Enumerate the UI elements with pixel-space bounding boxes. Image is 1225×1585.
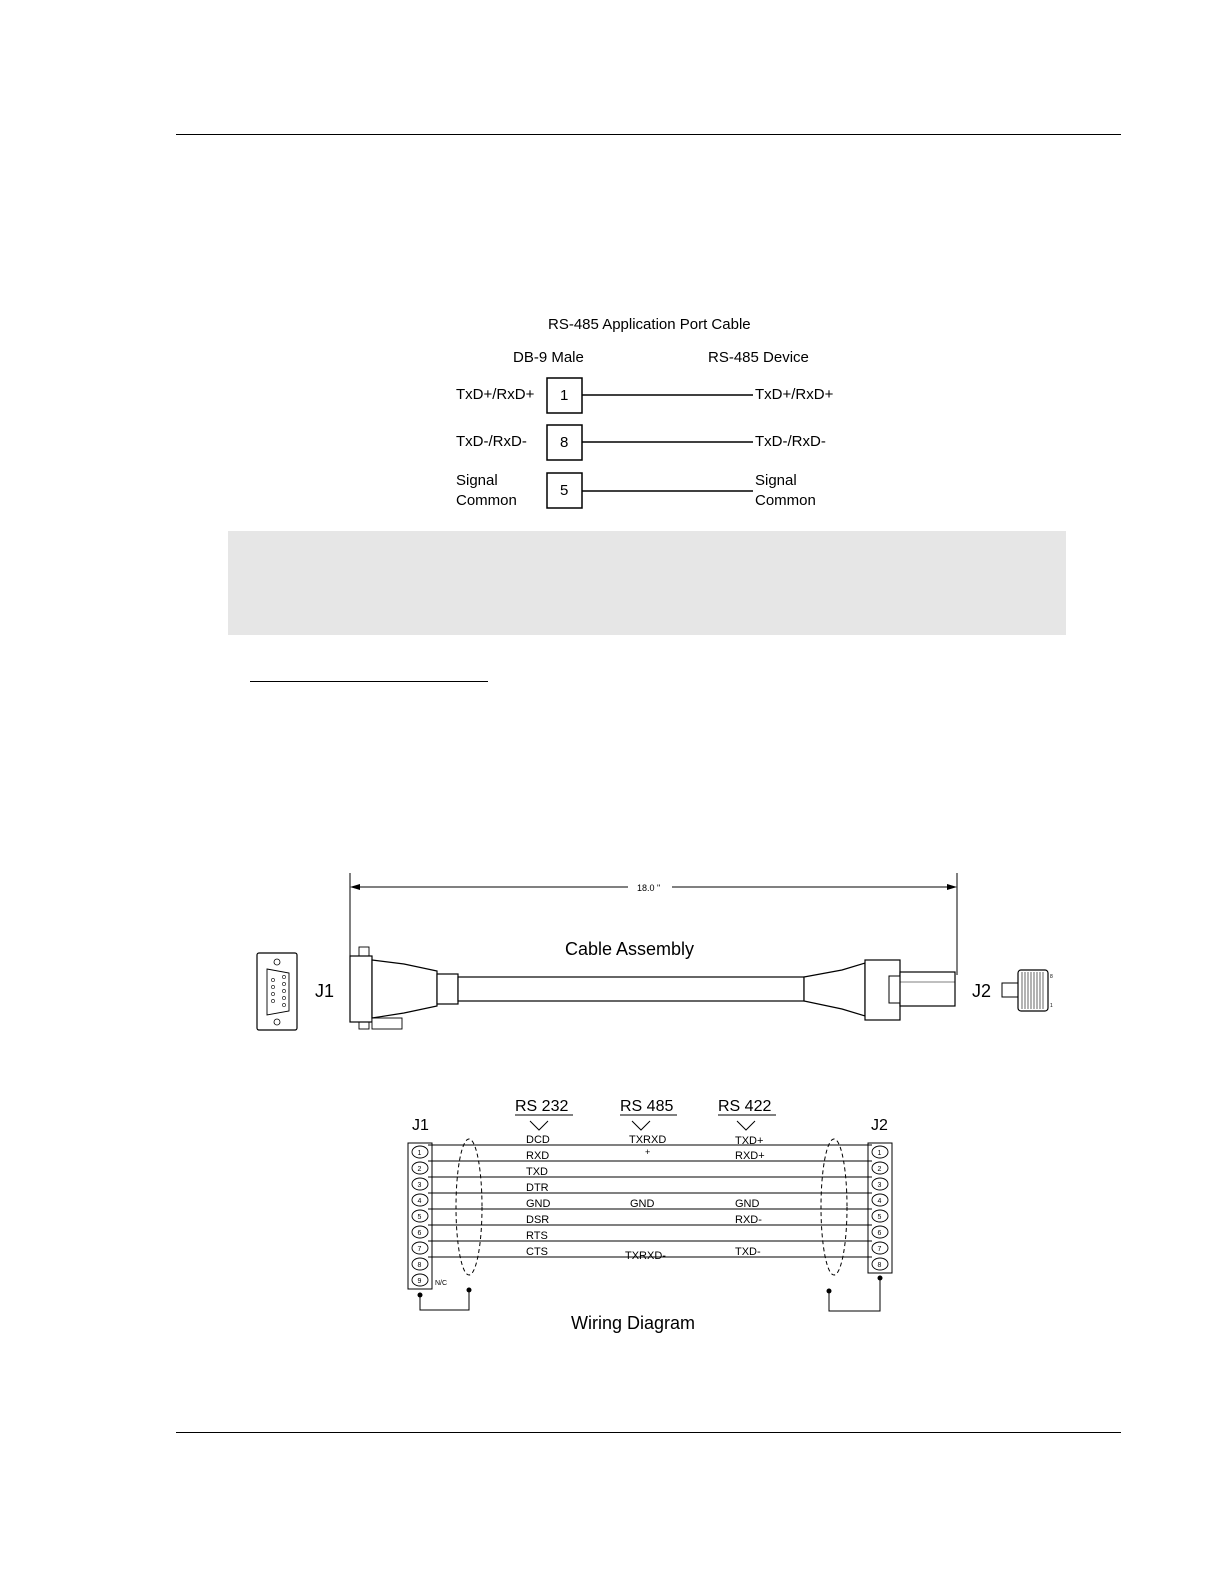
- db9-male-header: DB-9 Male: [513, 349, 584, 366]
- rs232-signal-8: CTS: [526, 1246, 548, 1258]
- dimension-label: 18.0 ": [637, 883, 661, 893]
- db9-connector-body: [350, 956, 372, 1022]
- j2-pin-number-5: 5: [877, 1214, 882, 1221]
- rs485-signal-8: TXRXD-: [625, 1250, 666, 1262]
- row3-right-label-line1: Signal: [755, 472, 797, 489]
- j2-pin-number-2: 2: [877, 1166, 882, 1173]
- rs485-port-cable-diagram: [456, 316, 834, 509]
- wiring-j1-label: J1: [412, 1117, 429, 1134]
- rj-boot: [804, 963, 865, 1016]
- rs232-signal-5: GND: [526, 1198, 551, 1210]
- j1-pin-number-8: 8: [417, 1262, 422, 1269]
- cable-jacket: [458, 977, 804, 1001]
- row1-left-label: TxD+/RxD+: [456, 386, 535, 403]
- rs485-top-label: TXRXD: [629, 1134, 667, 1146]
- rj-pin-label-top: 8: [1050, 974, 1053, 980]
- rs232-signal-2: RXD: [526, 1150, 550, 1162]
- rj-pin-label-bottom: 1: [1050, 1003, 1053, 1009]
- row2-right-label: TxD-/RxD-: [755, 433, 826, 450]
- rs485-top-label-plus: +: [645, 1147, 651, 1157]
- rs485-diagram-title: RS-485 Application Port Cable: [548, 316, 751, 333]
- header-rs485: RS 485: [620, 1098, 674, 1115]
- j2-shield: [821, 1139, 847, 1275]
- header-rs232: RS 232: [515, 1098, 569, 1115]
- j1-pin-number-5: 5: [417, 1214, 422, 1221]
- row2-left-label: TxD-/RxD-: [456, 433, 527, 450]
- j1-pin-number-1: 1: [417, 1150, 422, 1157]
- cable-j1-label: J1: [315, 981, 335, 1001]
- j1-shield: [456, 1139, 482, 1275]
- row3-left-label-line2: Common: [456, 492, 517, 509]
- rs485-pointer: [632, 1121, 650, 1130]
- rs232-signal-1: DCD: [526, 1134, 550, 1146]
- rs422-signal-2: RXD+: [735, 1150, 765, 1162]
- pin-number-1: 1: [560, 387, 569, 404]
- j2-pin-number-1: 1: [877, 1150, 882, 1157]
- cable-assembly-title: Cable Assembly: [565, 939, 695, 959]
- j1-pin-number-9: 9: [417, 1278, 422, 1285]
- j2-pin-number-4: 4: [877, 1198, 882, 1205]
- j2-pin-number-6: 6: [877, 1230, 882, 1237]
- rs485-device-header: RS-485 Device: [708, 349, 809, 366]
- pin-number-8: 8: [560, 434, 569, 451]
- cable-j2-label: J2: [972, 981, 992, 1001]
- j1-pin-number-7: 7: [417, 1246, 422, 1253]
- db9-end-view: [257, 953, 297, 1030]
- rs232-signal-3: TXD: [526, 1166, 548, 1178]
- dimension-arrow-left: [350, 884, 360, 890]
- dimension-arrow-right: [947, 884, 957, 890]
- rj-end-view: [1018, 970, 1048, 1011]
- rs232-signal-4: DTR: [526, 1182, 549, 1194]
- rs232-signal-7: RTS: [526, 1230, 548, 1242]
- rs422-signal-5: GND: [735, 1198, 760, 1210]
- wiring-diagram: [408, 1098, 892, 1333]
- j2-drain-wire: [829, 1278, 880, 1311]
- row1-right-label: TxD+/RxD+: [755, 386, 834, 403]
- j1-pin-number-4: 4: [417, 1198, 422, 1205]
- rs485-signal-5: GND: [630, 1198, 655, 1210]
- header-rs422: RS 422: [718, 1098, 772, 1115]
- row3-right-label-line2: Common: [755, 492, 816, 509]
- db9-backshell: [372, 960, 437, 1018]
- db9-strain-relief: [437, 974, 458, 1004]
- j1-pin-number-6: 6: [417, 1230, 422, 1237]
- rs422-signal-8: TXD-: [735, 1246, 761, 1258]
- rs422-pointer: [737, 1121, 755, 1130]
- rj-plug: [900, 972, 955, 1006]
- rs232-pointer: [530, 1121, 548, 1130]
- j1-drain-wire: [420, 1290, 469, 1310]
- wiring-diagram-title: Wiring Diagram: [571, 1313, 696, 1333]
- cable-assembly-drawing: [257, 873, 1053, 1030]
- wiring-j2-label: J2: [871, 1117, 888, 1134]
- j2-pin-number-3: 3: [877, 1182, 882, 1189]
- rs422-signal-1: TXD+: [735, 1135, 764, 1147]
- j1-pin-number-3: 3: [417, 1182, 422, 1189]
- row3-left-label-line1: Signal: [456, 472, 498, 489]
- pin-number-5: 5: [560, 482, 569, 499]
- rs422-signal-6: RXD-: [735, 1214, 762, 1226]
- nc-label: N/C: [435, 1280, 448, 1287]
- j2-pin-number-8: 8: [877, 1262, 882, 1269]
- j1-pin-number-2: 2: [417, 1166, 422, 1173]
- rs232-signal-6: DSR: [526, 1214, 550, 1226]
- j2-pin-number-7: 7: [877, 1246, 882, 1253]
